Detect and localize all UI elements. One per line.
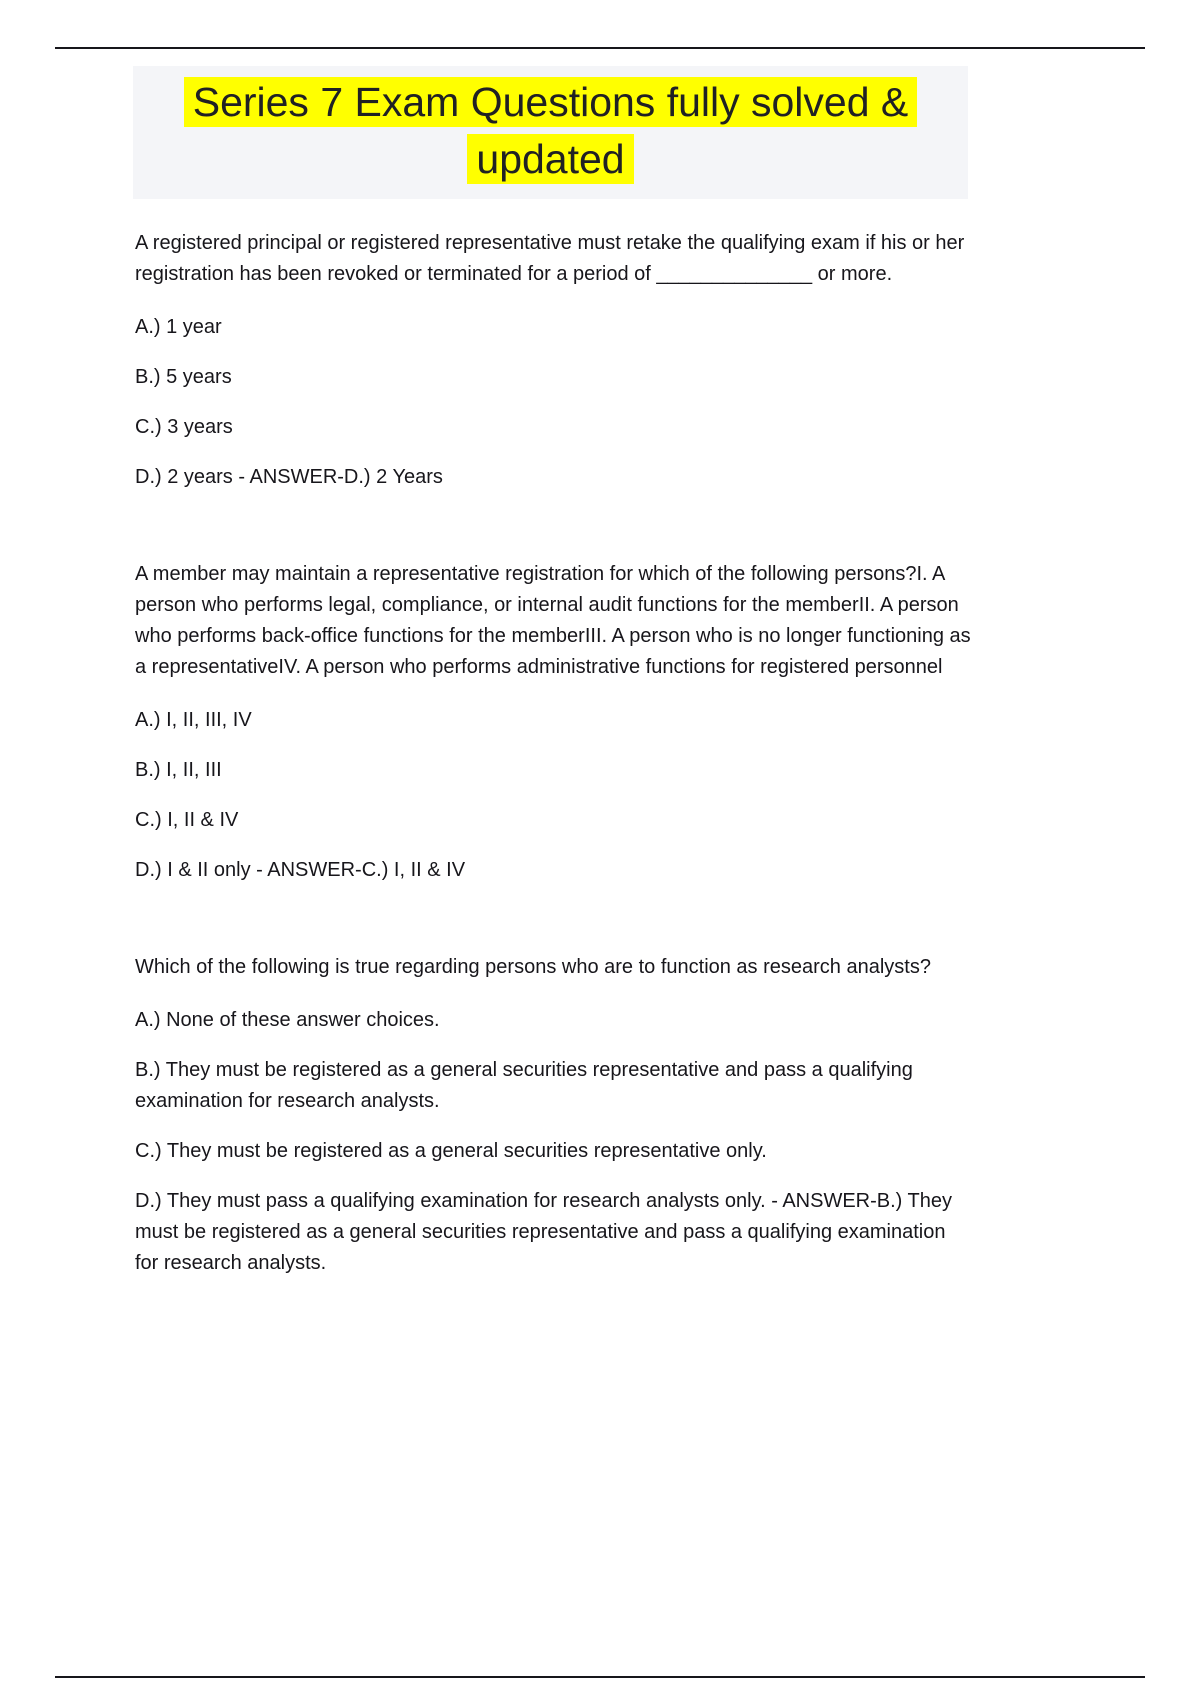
page-title-line2: updated bbox=[467, 134, 633, 184]
answer-option-b: B.) I, II, III bbox=[135, 759, 222, 781]
page-title-line1: Series 7 Exam Questions fully solved & bbox=[184, 77, 918, 127]
top-divider bbox=[55, 47, 1145, 49]
question-text: A registered principal or registered representative must retake the qualifying exam if his or her registration has been revoked or terminated for a period of ______________ or more. bbox=[135, 232, 965, 285]
answer-option-a: A.) 1 year bbox=[135, 316, 222, 338]
answer-option-c: C.) I, II & IV bbox=[135, 809, 239, 831]
question-text: A member may maintain a representative registration for which of the following persons?I. A person who performs legal, compliance, or internal audit functions for the memberII. A person who performs back-office functions for the memberIII. A person who is no longer functioning as a representativeIV. A person who performs administrative functions for registered personnel bbox=[135, 563, 971, 678]
answer-option-a: A.) None of these answer choices. bbox=[135, 1009, 440, 1031]
title-row-1 bbox=[133, 74, 968, 131]
answer-option-a: A.) I, II, III, IV bbox=[135, 709, 252, 731]
question-2 bbox=[135, 559, 973, 886]
question-text: Which of the following is true regarding persons who are to function as research analysts? bbox=[135, 956, 931, 978]
answer-option-c: C.) They must be registered as a general securities representative only. bbox=[135, 1140, 767, 1162]
answer-option-d: D.) They must pass a qualifying examination for research analysts only. - ANSWER-B.) They must be registered as a general securities representative and pass a qualifying examination for research analysts. bbox=[135, 1190, 952, 1274]
bottom-divider bbox=[55, 1676, 1145, 1678]
answer-option-c: C.) 3 years bbox=[135, 416, 233, 438]
title-banner bbox=[133, 66, 968, 199]
answer-option-b: B.) 5 years bbox=[135, 366, 232, 388]
question-1 bbox=[135, 228, 973, 493]
question-3 bbox=[135, 952, 973, 1279]
answer-option-d: D.) 2 years - ANSWER-D.) 2 Years bbox=[135, 466, 443, 488]
title-row-2 bbox=[133, 131, 968, 188]
answer-option-b: B.) They must be registered as a general securities representative and pass a qualifying examination for research analysts. bbox=[135, 1059, 913, 1112]
answer-option-d: D.) I & II only - ANSWER-C.) I, II & IV bbox=[135, 859, 466, 881]
document-body bbox=[135, 228, 973, 1279]
